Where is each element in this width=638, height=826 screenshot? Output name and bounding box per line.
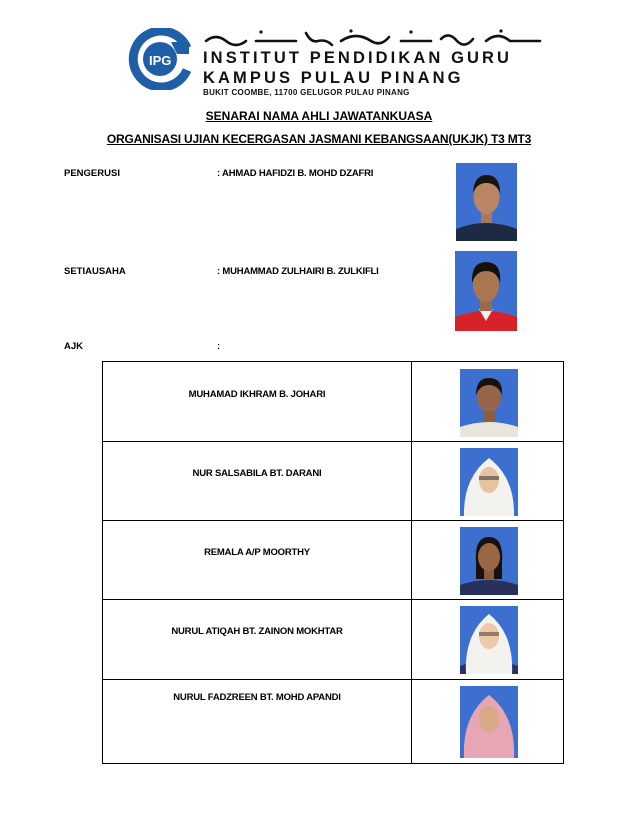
ajk-members-table <box>102 361 564 764</box>
row-divider <box>103 520 563 521</box>
institute-address: BUKIT COOMBE, 11700 GELUGOR PULAU PINANG <box>203 88 410 97</box>
role-label-ajk: AJK <box>64 341 84 352</box>
role-label-chair: PENGERUSI <box>64 168 120 179</box>
jawi-institute-name <box>201 27 551 47</box>
institute-name: INSTITUT PENDIDIKAN GURU <box>203 49 513 67</box>
secretary-photo <box>455 251 517 331</box>
chair-photo <box>456 163 517 241</box>
ipg-emblem-icon <box>127 28 193 90</box>
role-label-secretary: SETIAUSAHA <box>64 266 126 277</box>
member-name: MUHAMAD IKHRAM B. JOHARI <box>188 389 326 400</box>
campus-name: KAMPUS PULAU PINANG <box>203 69 464 87</box>
member-photo <box>460 606 518 674</box>
member-photo <box>460 527 518 595</box>
row-divider <box>103 441 563 442</box>
member-name: NURUL FADZREEN BT. MOHD APANDI <box>173 692 341 703</box>
member-name: REMALA A/P MOORTHY <box>204 547 310 558</box>
document-subtitle: ORGANISASI UJIAN KECERGASAN JASMANI KEBANGSAAN(UKJK) T3 MT3 <box>106 132 532 146</box>
member-photo <box>460 686 518 758</box>
member-name: NURUL ATIQAH BT. ZAINON MOKHTAR <box>171 626 343 637</box>
ajk-colon: : <box>217 341 220 352</box>
chair-name: : AHMAD HAFIDZI B. MOHD DZAFRI <box>217 168 374 179</box>
logo-text: IPG <box>149 53 172 68</box>
institute-logo <box>127 24 552 96</box>
document-title: SENARAI NAMA AHLI JAWATANKUASA <box>205 109 433 123</box>
row-divider <box>103 679 563 680</box>
member-name: NUR SALSABILA BT. DARANI <box>192 468 322 479</box>
column-divider <box>411 362 412 763</box>
row-divider <box>103 599 563 600</box>
member-photo <box>460 369 518 437</box>
secretary-name: : MUHAMMAD ZULHAIRI B. ZULKIFLI <box>217 266 379 277</box>
member-photo <box>460 448 518 516</box>
